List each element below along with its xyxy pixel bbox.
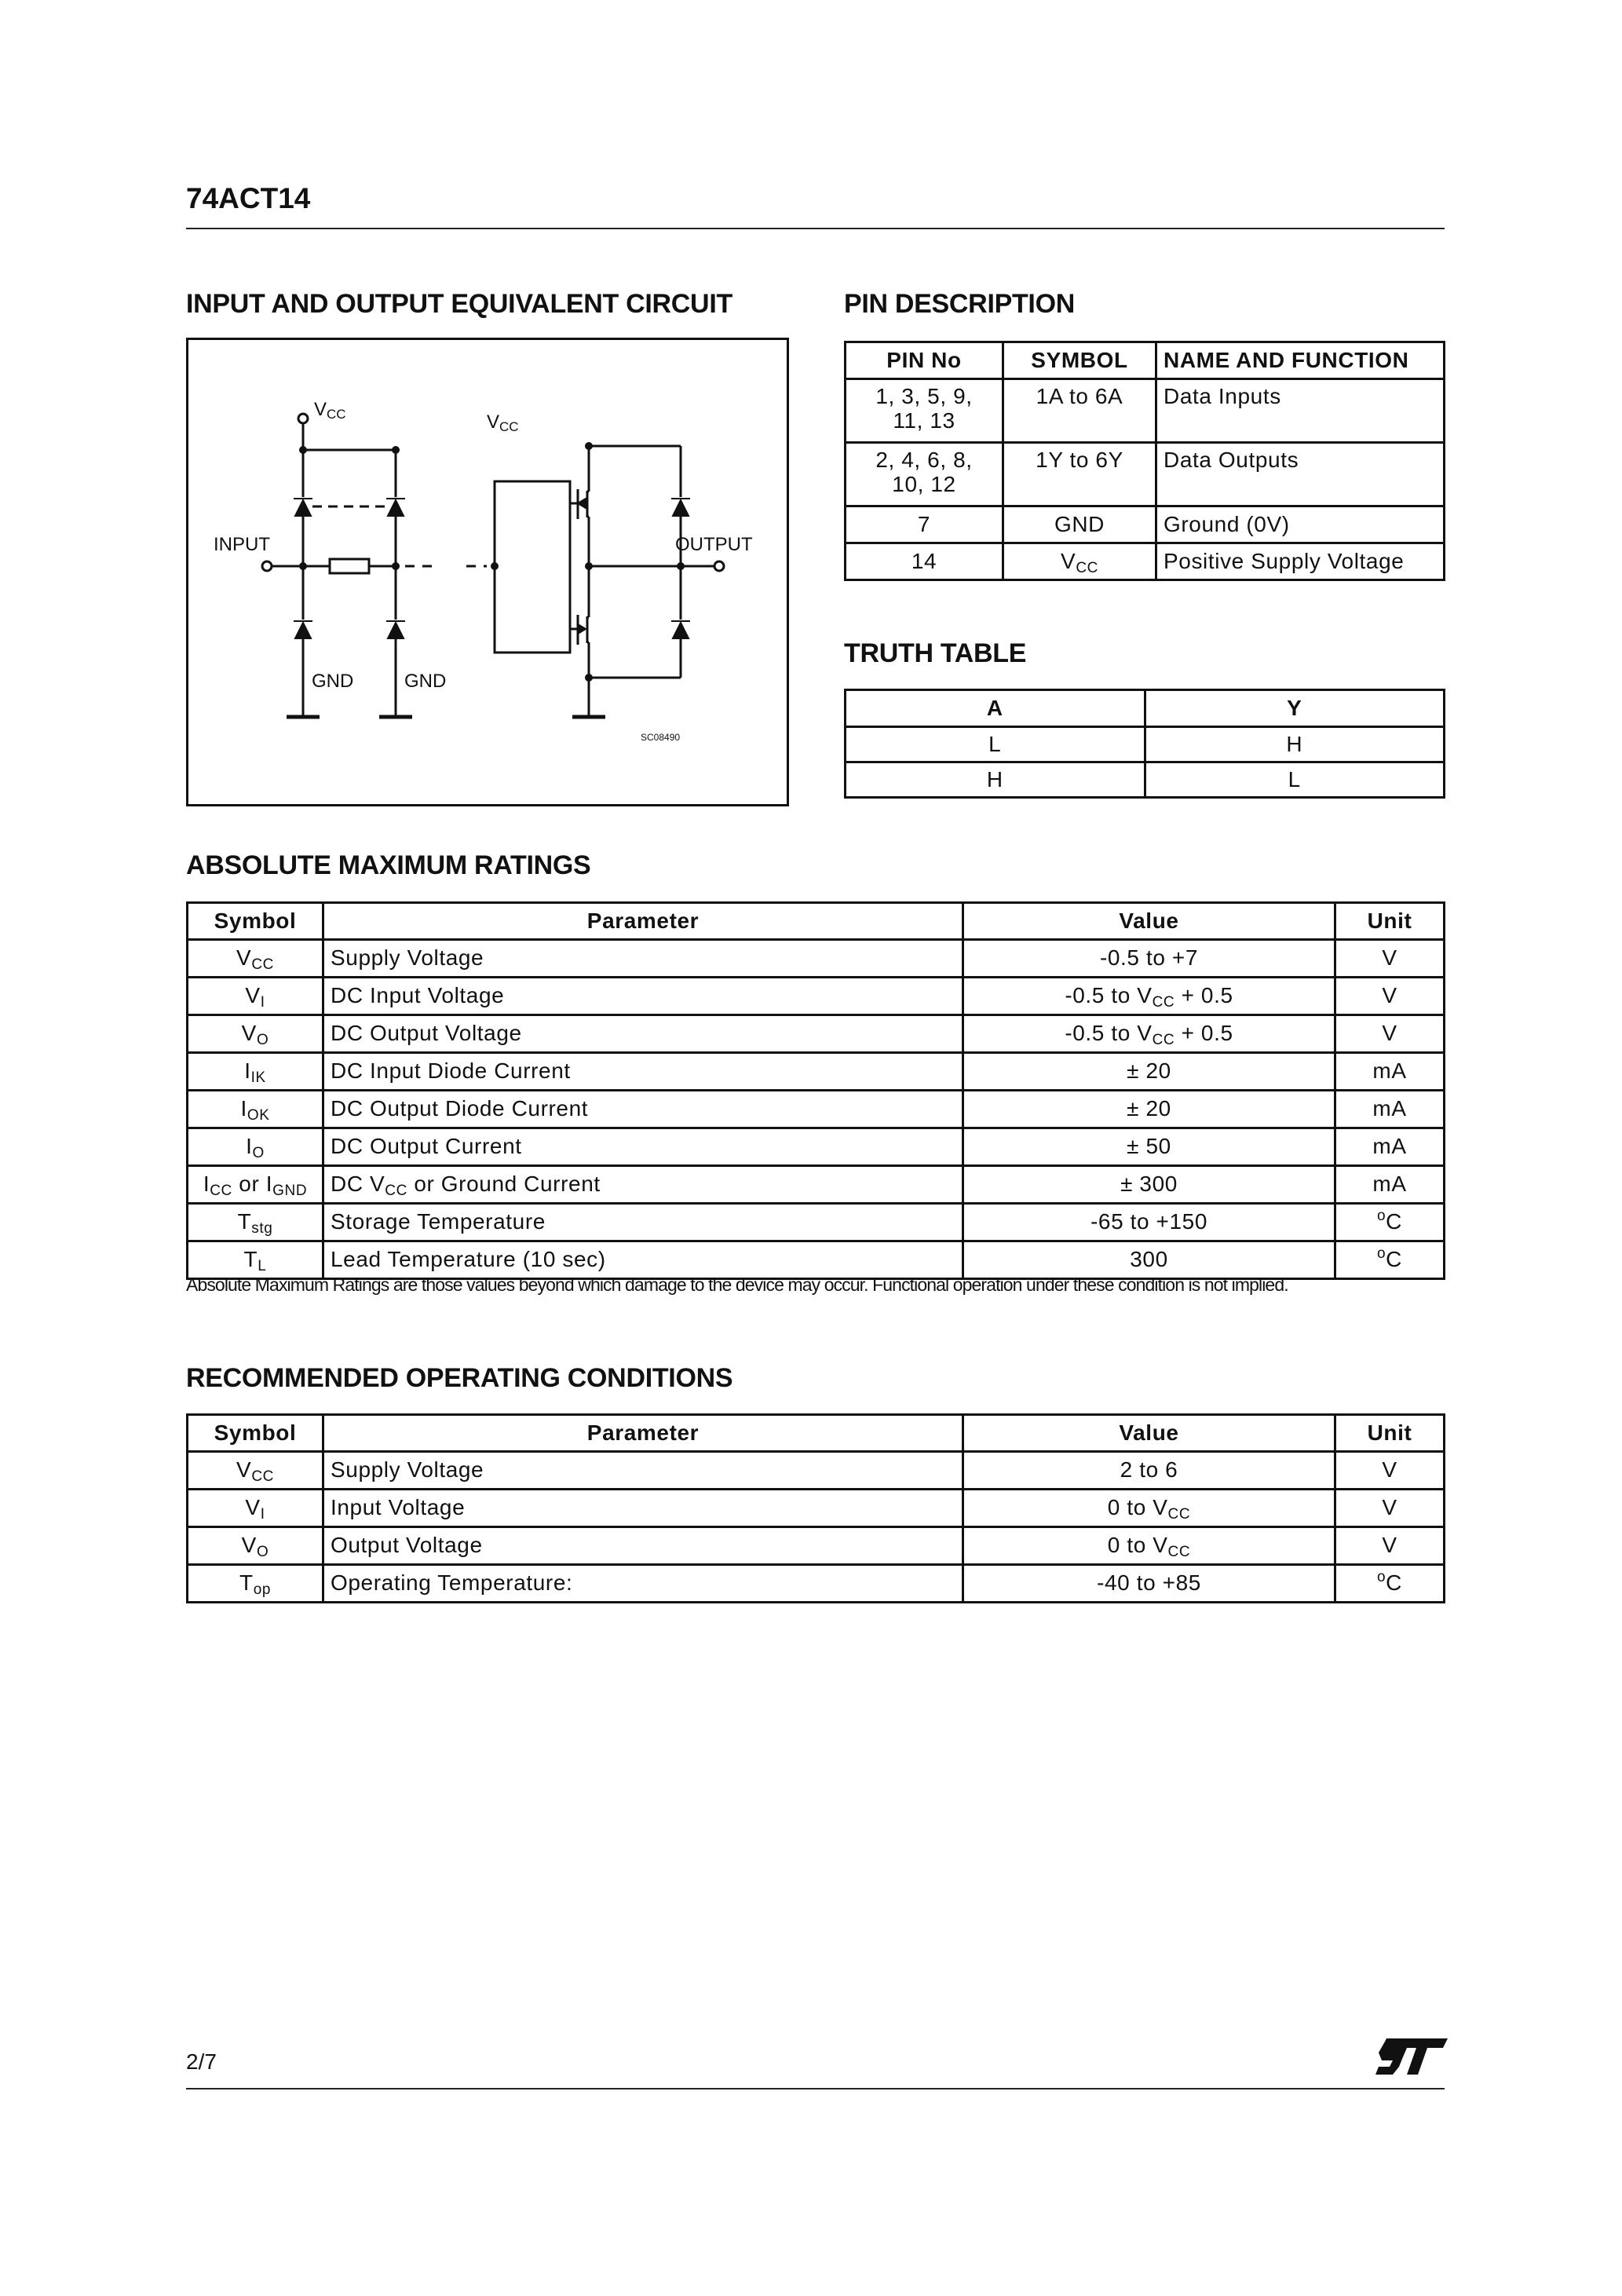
page-number: 2/7: [186, 2049, 217, 2074]
col-unit: Unit: [1335, 1415, 1445, 1452]
truth-cell: L: [1145, 762, 1445, 798]
parameter-cell: Input Voltage: [323, 1490, 963, 1527]
value-cell: -0.5 to $V_{CC} + 0.5$: [963, 1015, 1335, 1053]
col-parameter: Parameter: [323, 903, 963, 940]
value-cell: 0 to $V_{CC}$: [963, 1490, 1335, 1527]
symbol-cell: $V_I$: [188, 1490, 323, 1527]
circuit-section-title: INPUT AND OUTPUT EQUIVALENT CIRCUIT: [186, 289, 732, 319]
footer-rule: [186, 2088, 1445, 2089]
unit-cell: V: [1335, 1015, 1445, 1053]
col-name-function: NAME AND FUNCTION: [1156, 342, 1445, 379]
function-cell: Data Inputs: [1156, 379, 1445, 443]
pin-cell: 7: [846, 506, 1003, 543]
value-cell: 0 to $V_{CC}$: [963, 1527, 1335, 1565]
function-cell: Positive Supply Voltage: [1156, 543, 1445, 580]
symbol-cell: 1A to 6A: [1003, 379, 1156, 443]
symbol-cell: $V_O$: [188, 1527, 323, 1565]
pin-description-title: PIN DESCRIPTION: [844, 289, 1075, 319]
parameter-cell: Operating Temperature:: [323, 1565, 963, 1603]
symbol-cell: $T_{op}$: [188, 1565, 323, 1603]
output-label: OUTPUT: [675, 534, 753, 555]
table-row: [188, 1565, 1445, 1603]
value-cell: ± 300: [963, 1166, 1335, 1204]
table-row: [188, 1166, 1445, 1204]
table-row: [846, 506, 1445, 543]
unit-cell: V: [1335, 1527, 1445, 1565]
document-title: 74ACT14: [186, 182, 311, 214]
table-row: [188, 1204, 1445, 1241]
equivalent-circuit-diagram: [186, 338, 789, 806]
col-value: Value: [963, 1415, 1335, 1452]
function-cell: Ground (0V): [1156, 506, 1445, 543]
parameter-cell: Supply Voltage: [323, 1452, 963, 1490]
col-symbol: Symbol: [188, 1415, 323, 1452]
symbol-cell: $I_{OK}$: [188, 1091, 323, 1128]
truth-table-title: TRUTH TABLE: [844, 638, 1027, 668]
table-row: [846, 443, 1445, 506]
table-row: [188, 940, 1445, 978]
svg-text:ST: ST: [1375, 2038, 1377, 2039]
parameter-cell: DC Output Current: [323, 1128, 963, 1166]
value-cell: 300: [963, 1241, 1335, 1279]
parameter-cell: Output Voltage: [323, 1527, 963, 1565]
pin-cell: 2, 4, 6, 8, 10, 12: [846, 443, 1003, 506]
table-row: [188, 1053, 1445, 1091]
unit-cell: V: [1335, 940, 1445, 978]
unit-cell: V: [1335, 1452, 1445, 1490]
value-cell: 2 to 6: [963, 1452, 1335, 1490]
vcc-label-output: VCC: [487, 411, 519, 434]
abs-max-title: ABSOLUTE MAXIMUM RATINGS: [186, 850, 591, 880]
table-row: [188, 1527, 1445, 1565]
value-cell: -0.5 to +7: [963, 940, 1335, 978]
table-row: [188, 1128, 1445, 1166]
parameter-cell: DC Input Voltage: [323, 978, 963, 1015]
table-row: [188, 1015, 1445, 1053]
symbol-cell: $T_L$: [188, 1241, 323, 1279]
header-rule: [186, 228, 1445, 229]
col-parameter: Parameter: [323, 1415, 963, 1452]
table-row: [188, 1452, 1445, 1490]
col-y: Y: [1145, 690, 1445, 727]
symbol-cell: GND: [1003, 506, 1156, 543]
abs-max-footnote: Absolute Maximum Ratings are those values beyond which damage to the device may occur. Functional operation under these condition is not implied.: [186, 1274, 1288, 1295]
table-row: [188, 1490, 1445, 1527]
gnd-label-1: GND: [312, 671, 354, 692]
parameter-cell: Supply Voltage: [323, 940, 963, 978]
unit-cell: mA: [1335, 1128, 1445, 1166]
parameter-cell: Storage Temperature: [323, 1204, 963, 1241]
gnd-label-2: GND: [404, 671, 447, 692]
parameter-cell: DC Output Diode Current: [323, 1091, 963, 1128]
symbol-cell: $I_O$: [188, 1128, 323, 1166]
symbol-cell: $V_{CC}$: [188, 1452, 323, 1490]
unit-cell: V: [1335, 1490, 1445, 1527]
unit-cell: V: [1335, 978, 1445, 1015]
col-symbol: SYMBOL: [1003, 342, 1156, 379]
pin-cell: 14: [846, 543, 1003, 580]
table-row: [188, 978, 1445, 1015]
st-logo-icon: [1375, 2038, 1448, 2075]
value-cell: ± 20: [963, 1053, 1335, 1091]
value-cell: -40 to +85: [963, 1565, 1335, 1603]
symbol-cell: $T_{stg}$: [188, 1204, 323, 1241]
rec-op-table: [186, 1413, 1445, 1603]
unit-cell: $^o$C: [1335, 1204, 1445, 1241]
symbol-cell: $V_I$: [188, 978, 323, 1015]
value-cell: -0.5 to $V_{CC} + 0.5$: [963, 978, 1335, 1015]
table-row: [188, 1241, 1445, 1279]
rec-op-title: RECOMMENDED OPERATING CONDITIONS: [186, 1363, 733, 1393]
col-a: A: [846, 690, 1145, 727]
symbol-cell: $V_O$: [188, 1015, 323, 1053]
unit-cell: $^o$C: [1335, 1565, 1445, 1603]
symbol-cell: $V_{CC}$: [1003, 543, 1156, 580]
unit-cell: mA: [1335, 1166, 1445, 1204]
table-row: [846, 543, 1445, 580]
parameter-cell: DC Input Diode Current: [323, 1053, 963, 1091]
abs-max-table: [186, 901, 1445, 1280]
col-symbol: Symbol: [188, 903, 323, 940]
input-label: INPUT: [214, 534, 270, 555]
figure-code: SC08490: [641, 732, 681, 743]
pin-cell: 1, 3, 5, 9, 11, 13: [846, 379, 1003, 443]
col-value: Value: [963, 903, 1335, 940]
truth-cell: H: [846, 762, 1145, 798]
col-pin-no: PIN No: [846, 342, 1003, 379]
table-row: [846, 379, 1445, 443]
symbol-cell: $I_{CC}$ or $I_{GND}$: [188, 1166, 323, 1204]
table-row: [846, 727, 1445, 762]
vcc-label: VCC: [314, 399, 346, 422]
symbol-cell: $V_{CC}$: [188, 940, 323, 978]
col-unit: Unit: [1335, 903, 1445, 940]
table-row: [188, 1091, 1445, 1128]
pin-description-table: [844, 341, 1445, 581]
value-cell: ± 50: [963, 1128, 1335, 1166]
symbol-cell: 1Y to 6Y: [1003, 443, 1156, 506]
parameter-cell: DC Output Voltage: [323, 1015, 963, 1053]
unit-cell: mA: [1335, 1053, 1445, 1091]
parameter-cell: DC $V_{CC}$ or Ground Current: [323, 1166, 963, 1204]
truth-cell: L: [846, 727, 1145, 762]
table-row: [846, 762, 1445, 798]
unit-cell: mA: [1335, 1091, 1445, 1128]
circuit-schematic: [188, 340, 787, 804]
unit-cell: $^o$C: [1335, 1241, 1445, 1279]
value-cell: ± 20: [963, 1091, 1335, 1128]
parameter-cell: Lead Temperature (10 sec): [323, 1241, 963, 1279]
function-cell: Data Outputs: [1156, 443, 1445, 506]
truth-table: [844, 689, 1445, 799]
st-logo: [1375, 2038, 1448, 2078]
truth-cell: H: [1145, 727, 1445, 762]
symbol-cell: $I_{IK}$: [188, 1053, 323, 1091]
value-cell: -65 to +150: [963, 1204, 1335, 1241]
